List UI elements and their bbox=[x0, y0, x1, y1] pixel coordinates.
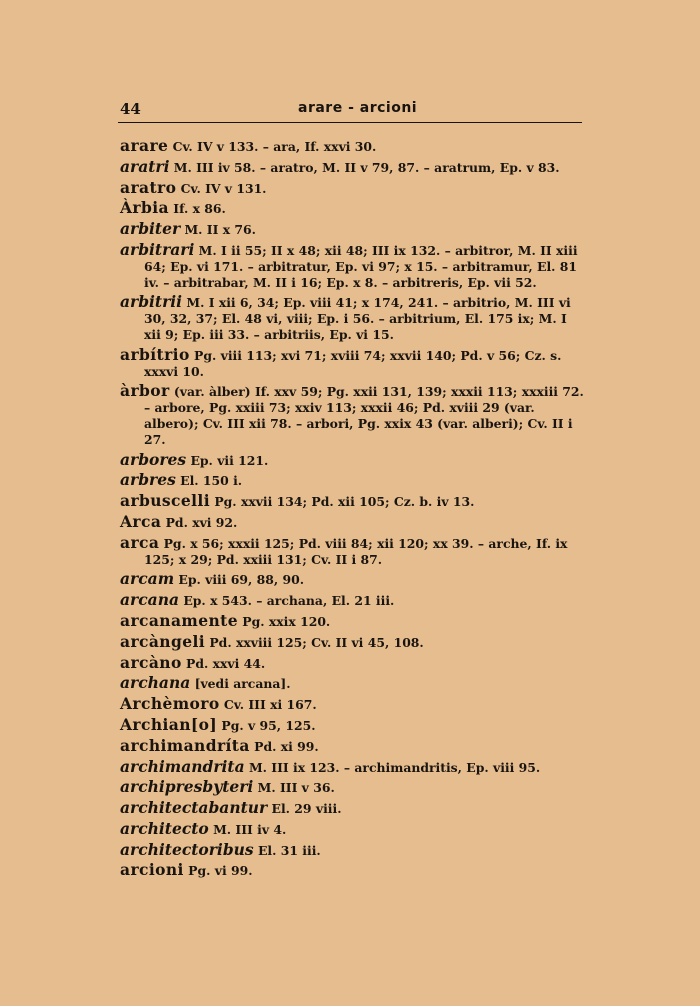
headword: archimandríta bbox=[120, 735, 250, 755]
entry-body: Cv. IV v 131. bbox=[176, 180, 267, 196]
entry-archiano bbox=[120, 714, 585, 734]
headword: arbuscelli bbox=[120, 491, 211, 511]
entry-arcano bbox=[120, 652, 585, 672]
entry-archemoro bbox=[120, 696, 585, 713]
headword: architecto bbox=[120, 818, 209, 838]
entry-body: Pg. xxix 120. bbox=[237, 613, 331, 629]
headword: arcana bbox=[120, 590, 180, 610]
entry-body: Cv. IV v 133. – ara, If. xxvi 30. bbox=[168, 139, 377, 154]
headword: architectoribus bbox=[120, 839, 254, 859]
headword: arcam bbox=[120, 569, 175, 589]
entry-body: M. III ix 123. – archimandritis, Ep. viii 95. bbox=[244, 759, 541, 775]
entry-arcam bbox=[120, 571, 585, 588]
entry-body: (var. àlber) If. xxv 59; Pg. xxii 131, 139; xxxii 113; xxxiii 72. – arbore, Pg. xxiii 73; xxiv 113; xxxii 46; Pd. xviii 29 (var. albero); Cv. III xii 78. – arbori, Pg. xxix 43 (var. alberi); Cv. II i 27. bbox=[144, 384, 584, 447]
entry-arca-proper bbox=[120, 511, 585, 531]
headword: arbres bbox=[120, 470, 176, 490]
entry-arbres bbox=[120, 472, 585, 489]
headword: Archèmoro bbox=[120, 694, 220, 714]
entry-body: El. 150 i. bbox=[175, 473, 243, 489]
headword: arbítrio bbox=[120, 344, 190, 364]
headword: aratro bbox=[120, 177, 177, 197]
entry-arbitrari bbox=[120, 239, 585, 290]
entry-archimandrita-lat bbox=[120, 756, 585, 776]
entry-arcana bbox=[120, 592, 585, 609]
headword: arcioni bbox=[120, 860, 184, 880]
entry-architectoribus bbox=[120, 839, 585, 859]
entry-arare bbox=[120, 138, 585, 155]
entry-body: Pg. x 56; xxxii 125; Pd. viii 84; xii 120; xx 39. – arche, If. ix 125; x 29; Pd. xxiii 131; Cv. II i 87. bbox=[144, 535, 568, 567]
headword: Archian[o] bbox=[120, 714, 218, 734]
headword: arcàngeli bbox=[120, 631, 206, 651]
entry-body: Pg. viii 113; xvi 71; xviii 74; xxvii 140; Pd. v 56; Cz. s. xxxvi 10. bbox=[144, 347, 562, 379]
entry-body: Ep. vii 121. bbox=[186, 452, 269, 468]
entry-arca bbox=[120, 532, 585, 568]
entry-aratro bbox=[120, 177, 585, 197]
entry-arcangeli bbox=[120, 631, 585, 651]
headword: aratri bbox=[120, 156, 170, 176]
entry-arbia bbox=[120, 200, 585, 217]
entry-body: M. III iv 4. bbox=[208, 821, 287, 837]
entry-archipresbyteri bbox=[120, 779, 585, 796]
entry-body: Pd. xvi 92. bbox=[161, 514, 238, 530]
entry-archimandrita-it bbox=[120, 735, 585, 755]
entry-arbitrio bbox=[120, 344, 585, 380]
headword: architectabantur bbox=[120, 798, 268, 818]
entry-body: El. 31 iii. bbox=[253, 842, 321, 858]
entry-body: Ep. viii 69, 88, 90. bbox=[174, 572, 305, 588]
entry-arcanamente bbox=[120, 610, 585, 630]
page-number: 44 bbox=[120, 100, 141, 118]
entry-aratri bbox=[120, 156, 585, 176]
entry-arbuscelli bbox=[120, 493, 585, 510]
entry-body: Pd. xxvi 44. bbox=[181, 655, 266, 671]
headword: archipresbyteri bbox=[120, 777, 254, 797]
entry-arbor bbox=[120, 383, 585, 447]
headword: arca bbox=[120, 532, 160, 552]
entry-body: Cv. III xi 167. bbox=[219, 697, 317, 713]
entry-body: M. III v 36. bbox=[253, 780, 335, 796]
entry-arcioni bbox=[120, 862, 585, 879]
headword: Arca bbox=[120, 511, 162, 531]
entry-arbores bbox=[120, 449, 585, 469]
entry-body: M. I xii 6, 34; Ep. viii 41; x 174, 241. – arbitrio, M. III vi 30, 32, 37; El. 48 vi, viii; Ep. i 56. – arbitrium, El. 175 ix; M. I xii 9; Ep. iii 33. – arbitriis, Ep. vi 15. bbox=[144, 295, 571, 342]
page-header bbox=[118, 96, 582, 123]
entry-body: M. II x 76. bbox=[180, 222, 256, 238]
entry-architecto bbox=[120, 818, 585, 838]
entry-arbitrii bbox=[120, 294, 585, 342]
dictionary-entries bbox=[120, 134, 585, 879]
running-head: arare - arcioni bbox=[298, 100, 418, 116]
entry-body: M. I ii 55; II x 48; xii 48; III ix 132. – arbitror, M. II xiii 64; Ep. vi 171. – arbitratur, Ep. vi 97; x 15. – arbitramur, El. 81 iv. – arbitrabar, M. II i 16; Ep. x 8. – arbitreris, Ep. vii 52. bbox=[144, 242, 578, 290]
entry-body: Ep. x 543. – archana, El. 21 iii. bbox=[179, 593, 395, 609]
entry-body: Pg. vi 99. bbox=[183, 863, 253, 879]
entry-body: [vedi arcana]. bbox=[190, 676, 291, 692]
entry-arbiter bbox=[120, 221, 585, 238]
headword: Àrbia bbox=[120, 198, 169, 218]
entry-archana bbox=[120, 675, 585, 692]
headword: arbiter bbox=[120, 219, 181, 239]
headword: archimandrita bbox=[120, 756, 245, 776]
entry-body: If. x 86. bbox=[168, 201, 226, 217]
headword: arcanamente bbox=[120, 610, 238, 630]
headword: arare bbox=[120, 136, 169, 155]
entry-body: M. III iv 58. – aratro, M. II v 79, 87. – aratrum, Ep. v 83. bbox=[169, 159, 560, 175]
entry-body: Pd. xi 99. bbox=[249, 738, 319, 754]
headword: arbitrari bbox=[120, 239, 195, 259]
entry-body: El. 29 viii. bbox=[267, 801, 342, 817]
headword: àrbor bbox=[120, 381, 170, 401]
entry-body: Pg. xxvii 134; Pd. xii 105; Cz. b. iv 13. bbox=[210, 494, 475, 510]
headword: arbitrii bbox=[120, 292, 183, 312]
headword: archana bbox=[120, 673, 191, 693]
entry-body: Pd. xxviii 125; Cv. II vi 45, 108. bbox=[205, 634, 424, 650]
headword: arbores bbox=[120, 449, 187, 469]
entry-body: Pg. v 95, 125. bbox=[217, 717, 316, 733]
entry-architectabantur bbox=[120, 800, 585, 817]
headword: arcàno bbox=[120, 652, 182, 672]
